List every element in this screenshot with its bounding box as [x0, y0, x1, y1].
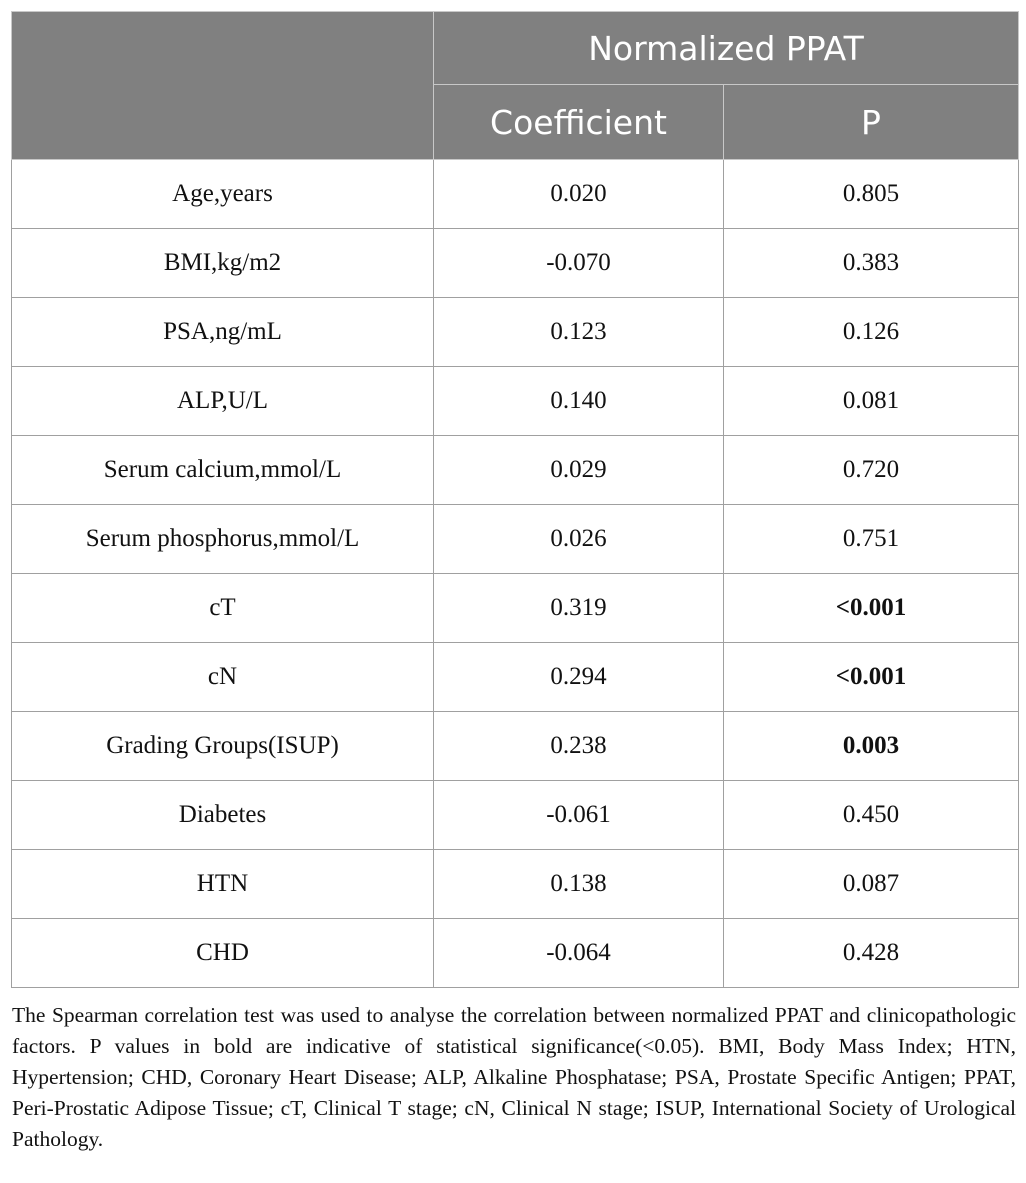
- p-value-cell: 0.751: [724, 505, 1019, 574]
- table-row: [12, 919, 1019, 988]
- p-value-cell: 0.003: [724, 712, 1019, 781]
- table-row: [12, 367, 1019, 436]
- factor-cell: Grading Groups(ISUP): [12, 712, 434, 781]
- factor-cell: PSA,ng/mL: [12, 298, 434, 367]
- factor-cell: BMI,kg/m2: [12, 229, 434, 298]
- factor-cell: Serum phosphorus,mmol/L: [12, 505, 434, 574]
- coefficient-cell: 0.140: [434, 367, 724, 436]
- factor-cell: Diabetes: [12, 781, 434, 850]
- p-value-cell: 0.126: [724, 298, 1019, 367]
- table-row: [12, 229, 1019, 298]
- p-header: P: [724, 85, 1019, 160]
- coefficient-header: Coefficient: [434, 85, 724, 160]
- factor-cell: CHD: [12, 919, 434, 988]
- table-row: [12, 160, 1019, 229]
- table-row: [12, 436, 1019, 505]
- table-row: [12, 574, 1019, 643]
- factor-cell: HTN: [12, 850, 434, 919]
- table-row: [12, 850, 1019, 919]
- factor-cell: Serum calcium,mmol/L: [12, 436, 434, 505]
- p-value-cell: <0.001: [724, 574, 1019, 643]
- p-value-cell: 0.428: [724, 919, 1019, 988]
- factor-cell: cN: [12, 643, 434, 712]
- coefficient-cell: 0.020: [434, 160, 724, 229]
- table-row: [12, 505, 1019, 574]
- coefficient-cell: -0.061: [434, 781, 724, 850]
- coefficient-cell: 0.026: [434, 505, 724, 574]
- factor-cell: Age,years: [12, 160, 434, 229]
- table-row: [12, 712, 1019, 781]
- p-value-cell: 0.081: [724, 367, 1019, 436]
- table-header: [12, 12, 1019, 160]
- coefficient-cell: 0.138: [434, 850, 724, 919]
- group-header: Normalized PPAT: [434, 12, 1019, 85]
- coefficient-cell: -0.064: [434, 919, 724, 988]
- correlation-table: [11, 11, 1019, 988]
- coefficient-cell: 0.123: [434, 298, 724, 367]
- factor-header-blank: [12, 12, 434, 160]
- p-value-cell: 0.720: [724, 436, 1019, 505]
- factor-cell: cT: [12, 574, 434, 643]
- factor-cell: ALP,U/L: [12, 367, 434, 436]
- table-body: [12, 160, 1019, 988]
- coefficient-cell: 0.029: [434, 436, 724, 505]
- coefficient-cell: -0.070: [434, 229, 724, 298]
- coefficient-cell: 0.294: [434, 643, 724, 712]
- p-value-cell: 0.450: [724, 781, 1019, 850]
- p-value-cell: <0.001: [724, 643, 1019, 712]
- coefficient-cell: 0.238: [434, 712, 724, 781]
- p-value-cell: 0.383: [724, 229, 1019, 298]
- table-row: [12, 643, 1019, 712]
- p-value-cell: 0.087: [724, 850, 1019, 919]
- table-row: [12, 781, 1019, 850]
- coefficient-cell: 0.319: [434, 574, 724, 643]
- p-value-cell: 0.805: [724, 160, 1019, 229]
- table-row: [12, 298, 1019, 367]
- correlation-table-container: [11, 11, 1018, 988]
- table-footnote: The Spearman correlation test was used to analyse the correlation between normalized PPAT and clinicopathologic factors. P values in bold are indicative of statistical significance(<0.05). BMI, Body Mass Index; HTN, Hypertension; CHD, Coronary Heart Disease; ALP, Alkaline Phosphatase; PSA, Prostate Specific Antigen; PPAT, Peri-Prostatic Adipose Tissue; cT, Clinical T stage; cN, Clinical N stage; ISUP, International Society of Urological Pathology.: [12, 1003, 1016, 1151]
